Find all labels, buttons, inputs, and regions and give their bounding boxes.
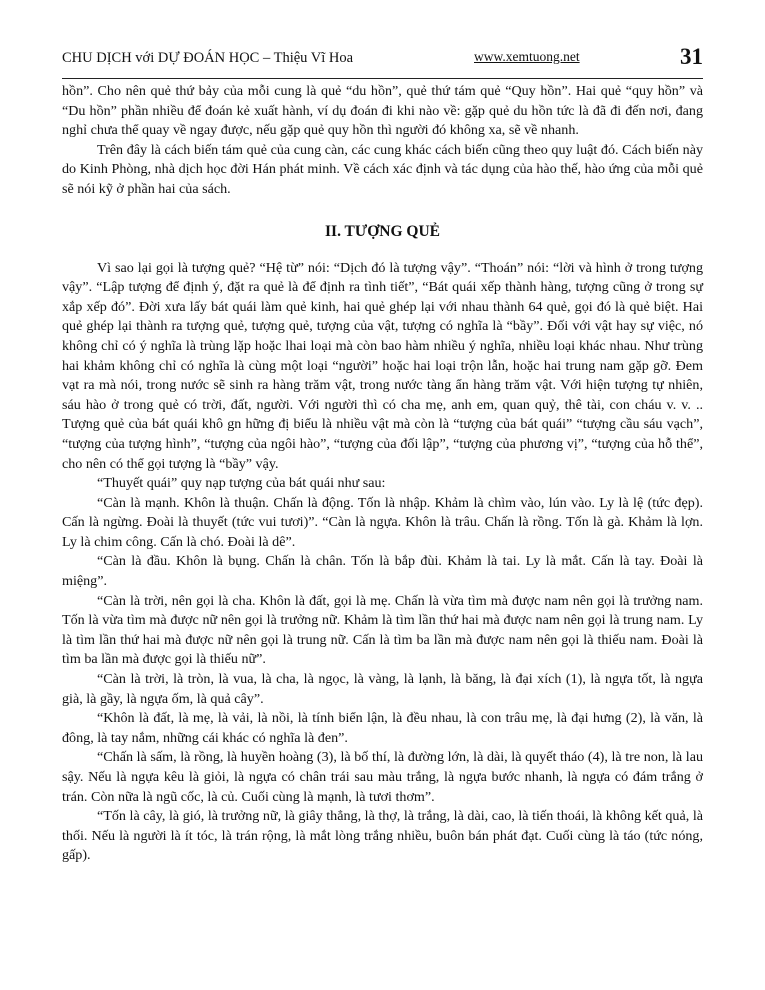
paragraph: “Tốn là cây, là gió, là trưởng nữ, là giây thẳng, là thợ, là trắng, là dài, cao, là tiến thoái, là không kết quả, là thối. Nếu là người là ít tóc, là trán rộng, là mắt lòng trắng nhiều, buôn bán phát đạt. Cuối cùng là táo (tức nóng, gấp). (62, 808, 703, 864)
paragraph: “Chấn là sấm, là rồng, là huyền hoàng (3), là bố thí, là đường lớn, là dài, là quyết tháo (4), là tre non, là lau sậy. Nếu là ngựa kêu là giỏi, là ngựa có chân trái sau màu trắng, là ngựa bước nhanh, là ngựa có đám trắng ở trán. Còn nữa là ngũ cốc, là củ. Cuối cùng là mạnh, là tươi thơm”. (62, 749, 703, 805)
paragraph: “Càn là mạnh. Khôn là thuận. Chấn là động. Tốn là nhập. Khảm là chìm vào, lún vào. Ly là lệ (tức đẹp). Cấn là ngừng. Đoài là thuyết (tức vui tươi)”. “Càn là ngựa. Khôn là trâu. Chấn là rồng. Tốn là gà. Khảm là lợn. Ly là chim công. Cấn là chó. Đoài là dê”. (62, 494, 703, 550)
paragraph: “Thuyết quái” quy nạp tượng của bát quái như sau: (97, 475, 386, 492)
paragraph: hồn”. Cho nên quẻ thứ bảy của mỗi cung là quẻ “du hồn”, quẻ thứ tám quẻ “Quy hồn”. Hai quẻ “quy hồn” và “Du hồn” phần nhiều để đoán kẻ xuất hành, ví dụ đoán đi khi nào về: gặp quẻ du hồn tức là đã đi đến nơi, đang nghỉ chưa thể quay về ngay được, nếu gặp quẻ quy hồn thì người đó không xa, sẽ về nhanh. (62, 83, 703, 139)
book-title: CHU DỊCH với DỰ ĐOÁN HỌC – Thiệu Vĩ Hoa (62, 50, 354, 66)
paragraph: “Càn là trời, là tròn, là vua, là cha, là ngọc, là vàng, là lạnh, là băng, là đại xích (1), là ngựa tốt, là ngựa già, là gầy, là ngựa ốm, là quả cây”. (62, 671, 703, 707)
page-body (62, 82, 703, 866)
page-header (62, 44, 703, 79)
paragraph: Trên đây là cách biến tám quẻ của cung càn, các cung khác cách biến cũng theo quy luật đó. Cách biến này do Kinh Phòng, nhà dịch học đời Hán phát minh. Về cách xác định và tác dụng của hào thế, hào ứng của mỗi quẻ sẽ nói kỹ ở phần hai của sách. (62, 141, 703, 197)
paragraphs-after-heading (62, 259, 703, 866)
website-link[interactable]: www.xemtuong.net (474, 49, 580, 64)
paragraph: “Càn là trời, nên gọi là cha. Khôn là đất, gọi là mẹ. Chấn là vừa tìm mà được nam nên gọi là trưởng nam. Tốn là vừa tìm mà được nữ nên gọi là trưởng nữ. Khảm là tìm lần thứ hai mà được nam nên gọi là trung nam. Ly là tìm lần thứ hai mà được nữ nên gọi là trung nữ. Cấn là tìm ba lần mà được nam nên gọi là thiếu nam. Đoài là tìm ba lần mà được gọi là thiếu nữ”. (62, 592, 703, 668)
paragraph: “Khôn là đất, là mẹ, là vải, là nồi, là tính biển lận, là đều nhau, là con trâu mẹ, là đại hưng (2), là văn, là đông, là tay nắm, những cái khác có nghĩa là đen”. (62, 710, 703, 746)
section-heading: II. TƯỢNG QUẺ (325, 222, 440, 240)
paragraph: Vì sao lại gọi là tượng quẻ? “Hệ từ” nói: “Dịch đó là tượng vậy”. “Thoán” nói: “lời và hình ở trong tượng vậy”. “Lập tượng để định ý, đặt ra quẻ là để định ra tình tiết”, “Bát quái xếp thành hàng, tượng cũng ở trong sự xắp xếp đó”. Đời xưa lấy bát quái làm quẻ kinh, hai quẻ ghép lại với nhau thành 64 quẻ, gọi đó là quẻ biệt. Hai quẻ ghép lại thành ra tượng quẻ, tượng quẻ, tượng của vật, tượng có nghĩa là “bầy”. Đối với vật hay sự việc, nó không chỉ có ý nghĩa là trùng lặp hoặc lhai loại mà còn bao hàm nhiều ý nghĩa, nhiều loại khác nhau. Như trùng hai khảm không chỉ có nghĩa là cùng một loại “người” hoặc hai loại trộn lẫn, hoặc hai trung nam gặp gỡ. Đem vạt ra mà nói, trong nước sẽ sinh ra hàng trăm vật, trong nước tàng ẩn hàng trăm vật. Với hiện tượng tự nhiên, sáu hào ở trong quẻ có trời, đất, người. Với người thì có cha mẹ, anh em, quan quỷ, thê tài, con cháu v. v. .. Tượng quẻ của bát quái khô gn hững đị biểu là nhiều vật mà còn là “tượng của bát quái” “tượng cầu sáu vạch”, “tượng của tượng hình”, “tượng của ngôi hào”, “tượng của đối lập”, “tượng của phương vị”, “tượng của hỗ thể”, cho nên có thể gọi tượng là “bầy” vậy. (62, 259, 703, 472)
paragraphs-before-heading (62, 82, 703, 200)
page-number: 31 (680, 44, 703, 69)
paragraph: “Càn là đầu. Khôn là bụng. Chấn là chân. Tốn là bắp đùi. Khảm là tai. Ly là mắt. Cấn là tay. Đoài là miệng”. (62, 553, 703, 590)
